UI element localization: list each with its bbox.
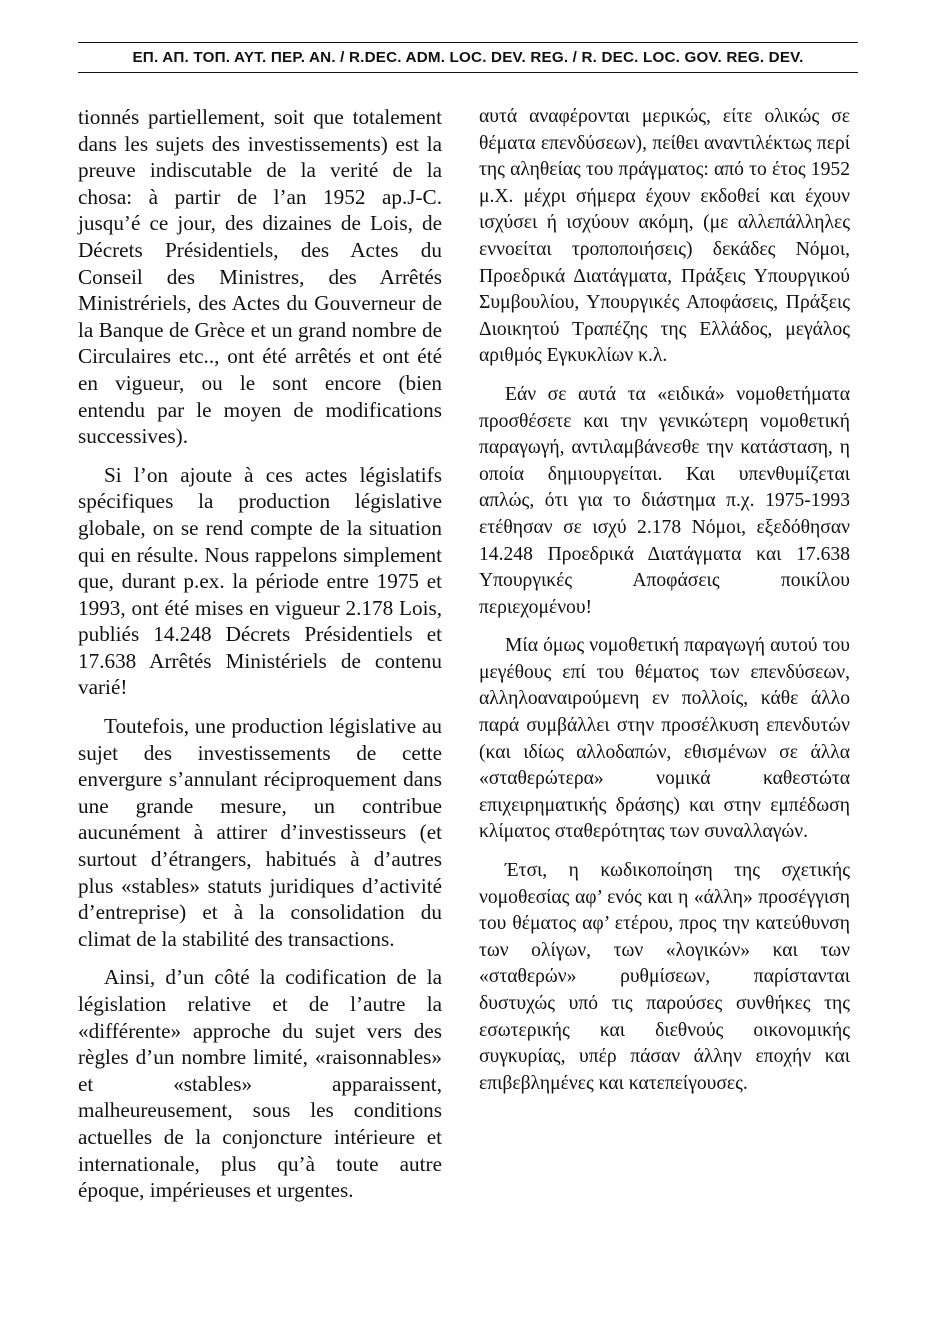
greek-paragraph-4: Έτσι, η κωδικοποίηση της σχετικής νομοθεσίας αφ’ ενός και η «άλλη» προσέγγιση του θέματος αφ’ ετέρου, προς την κατεύθυνση των ολίγων, των «λογικών» και των «σταθερών» ρυθμίσεων, παρίστανται δυστυχώς υπό τις παρούσες συνθήκες της εσωτερικής και διεθνούς οικονομικής συγκυρίας, υπέρ πάσαν άλλην εποχήν και επιβεβλημένες και κατεπείγουσες. (479, 860, 850, 1094)
french-paragraph-4: Ainsi, d’un côté la codification de la législation relative et de l’autre la «différente» approche du sujet vers des règles d’un nombre limité, «raisonnables» et «stables» apparaissent, malheureusement, sous les conditions actuelles de la conjoncture intérieure et internationale, plus qu’à toute autre époque, impérieuses et urgentes. (78, 965, 442, 1203)
french-column (78, 104, 442, 1216)
greek-column (479, 104, 850, 1109)
running-header: ΕΠ. ΑΠ. ΤΟΠ. ΑΥΤ. ΠΕΡ. ΑΝ. / R.DEC. ADM. LOC. DEV. REG. / R. DEC. LOC. GOV. REG. DEV. (78, 42, 858, 73)
french-paragraph-1: tionnés partiellement, soit que totalement dans les sujets des investissements) est la preuve indiscutable de la verité de la chosa: à partir de l’an 1952 ap.J-C. jusqu’é ce jour, des dizaines de Lois, de Décrets Présidentiels, des Actes du Conseil des Ministres, des Arrêtés Ministrériels, des Actes du Gouverneur de la Banque de Grèce et un grand nombre de Circulaires etc.., ont été arrêtés et ont été en vigueur, ou le sont encore (bien entendu par le moyen de modifications successives). (78, 105, 442, 449)
greek-paragraph-1: αυτά αναφέρονται μερικώς, είτε ολικώς σε θέματα επενδύσεων), πείθει αναντιλέκτως περί της αληθείας του πράγματος: από το έτος 1952 μ.Χ. μέχρι σήμερα έχουν εκδοθεί και έχουν ισχύσει ή ισχύουν ακόμη, (με αλλεπάλληλες εννοείται τροποποιήσεις) δεκάδες Νόμοι, Προεδρικά Διατάγματα, Πράξεις Υπουργικού Συμβουλίου, Υπουργικές Αποφάσεις, Πράξεις Διοικητού Τραπέζης της Ελλάδος, μεγάλος αριθμός Εγκυκλίων κ.λ. (479, 106, 850, 367)
french-paragraph-2: Si l’on ajoute à ces actes législatifs spécifiques la production législative globale, on se rend compte de la situation qui en résulte. Nous rappelons simplement que, durant p.ex. la période entre 1975 et 1993, ont été mises en vigueur 2.178 Lois, publiés 14.248 Décrets Présidentiels et 17.638 Arrêtés Ministériels de contenu varié! (78, 462, 442, 700)
greek-paragraph-3: Μία όμως νομοθετική παραγωγή αυτού του μεγέθους επί του θέματος των επενδύσεων, αλληλοαναιρούμενη εν πολλοίς, κάθε άλλο παρά συμβάλλει στην προσέλκυση επενδυτών (και ιδίως αλλοδαπών, εθισμένων σε άλλα «σταθερώτερα» νομικά καθεστώτα επιχειρηματικής δράσης) και στην εμπέδωση κλίματος σταθερότητας των συναλλαγών. (479, 635, 850, 843)
greek-paragraph-2: Εάν σε αυτά τα «ειδικά» νομοθετήματα προσθέσετε και την γενικώτερη νομοθετική παραγωγή, αντιλαμβάνεσθε την κατάσταση, η οποία δημιουργείται. Και υπενθυμίζεται απλώς, ότι για το διάστημα π.χ. 1975-1993 ετέθησαν σε ισχύ 2.178 Νόμοι, εξεδόθησαν 14.248 Προεδρικά Διατάγματα και 17.638 Υπουργικές Αποφάσεις ποικίλου περιεχομένου! (479, 383, 850, 618)
french-paragraph-3: Toutefois, une production législative au sujet des investissements de cette envergure s’annulant réciproquement dans une grande mesure, un contribue aucunément à attirer d’investisseurs (et surtout d’étrangers, habitués à d’autres plus «stables» statuts juridiques d’activité d’entreprise) et à la consolidation du climat de la stabilité des transactions. (78, 714, 442, 951)
